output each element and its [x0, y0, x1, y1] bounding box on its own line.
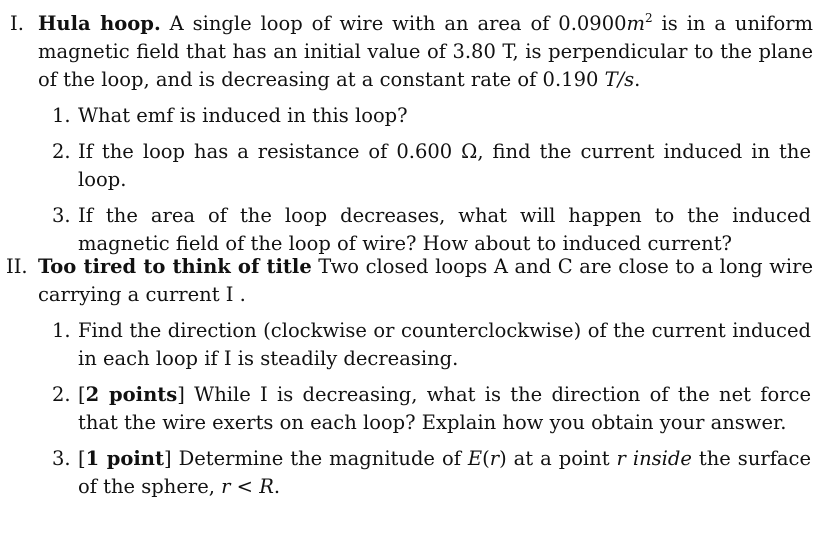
math-symbol: r	[489, 447, 500, 470]
math-symbol: E	[467, 447, 483, 470]
points-label: 1 point	[85, 447, 164, 470]
problem-2-text: Two closed loops A and C are close to a long wire carrying a current I .	[38, 255, 814, 306]
list-item	[0, 202, 837, 258]
area-value: 0.0900	[558, 12, 627, 35]
item-text	[626, 447, 633, 470]
item-number: 2.	[52, 383, 71, 406]
math-symbol: r	[221, 475, 231, 498]
list-item	[0, 381, 837, 437]
bracket-close: ]	[177, 383, 185, 406]
area-unit: m	[626, 12, 646, 35]
bracket-open: [	[78, 447, 86, 470]
item-number: 1.	[52, 319, 71, 342]
item-text: the surface of the sphere,	[78, 447, 812, 498]
problem-2-intro	[0, 253, 837, 309]
item-text: What emf is induced in this loop?	[78, 104, 408, 127]
bracket-close: ]	[163, 447, 172, 470]
item-text: Determine the magnitude of	[171, 447, 468, 470]
bracket-open: [	[78, 383, 86, 406]
item-number: 3.	[52, 447, 71, 470]
item-text: .	[273, 475, 281, 498]
problem-1-items	[0, 102, 837, 258]
item-text: (	[482, 447, 490, 470]
list-item	[0, 445, 837, 501]
points-label: 2 points	[85, 383, 178, 406]
problem-2-numeral: II.	[6, 255, 28, 278]
list-item	[0, 102, 837, 130]
item-text: While I is decreasing, what is the direction of the net force that the wire exerts on each loop? Explain how you obtain your answer.	[78, 383, 811, 434]
problem-1-text: A single loop of wire with an area of	[160, 12, 559, 35]
item-text: <	[230, 475, 260, 498]
problem-1-intro	[0, 10, 837, 94]
problem-1-text: is in a uniform magnetic field that has an initial value of 3.80 T, is perpendicular to the plane of the loop, and is decreasing at a constant rate of 0.190	[38, 12, 814, 91]
problem-1-text: .	[634, 68, 641, 91]
item-text: If the area of the loop decreases, what will happen to the induced magnetic field of the loop of wire? How about to induced current?	[78, 204, 811, 255]
list-item	[0, 317, 837, 373]
problem-2-items	[0, 317, 837, 501]
item-text: ) at a point	[499, 447, 617, 470]
math-symbol: r	[616, 447, 626, 470]
emphasis-text: inside	[632, 447, 692, 470]
item-text: If the loop has a resistance of 0.600 Ω, find the current induced in the loop.	[78, 140, 811, 191]
problem-1-numeral: I.	[10, 12, 24, 35]
problem-1-title: Hula hoop.	[38, 12, 161, 35]
problem-2	[0, 253, 837, 509]
problem-1	[0, 10, 837, 266]
area-exponent: 2	[645, 10, 653, 25]
problem-2-title: Too tired to think of title	[38, 255, 312, 278]
item-text: Find the direction (clockwise or counterclockwise) of the current induced in each loop if I is steadily decreasing.	[78, 319, 811, 370]
item-number: 1.	[52, 104, 71, 127]
math-symbol: R	[259, 475, 274, 498]
rate-unit: T/s	[604, 68, 635, 91]
item-number: 3.	[52, 204, 71, 227]
item-number: 2.	[52, 140, 71, 163]
list-item	[0, 138, 837, 194]
